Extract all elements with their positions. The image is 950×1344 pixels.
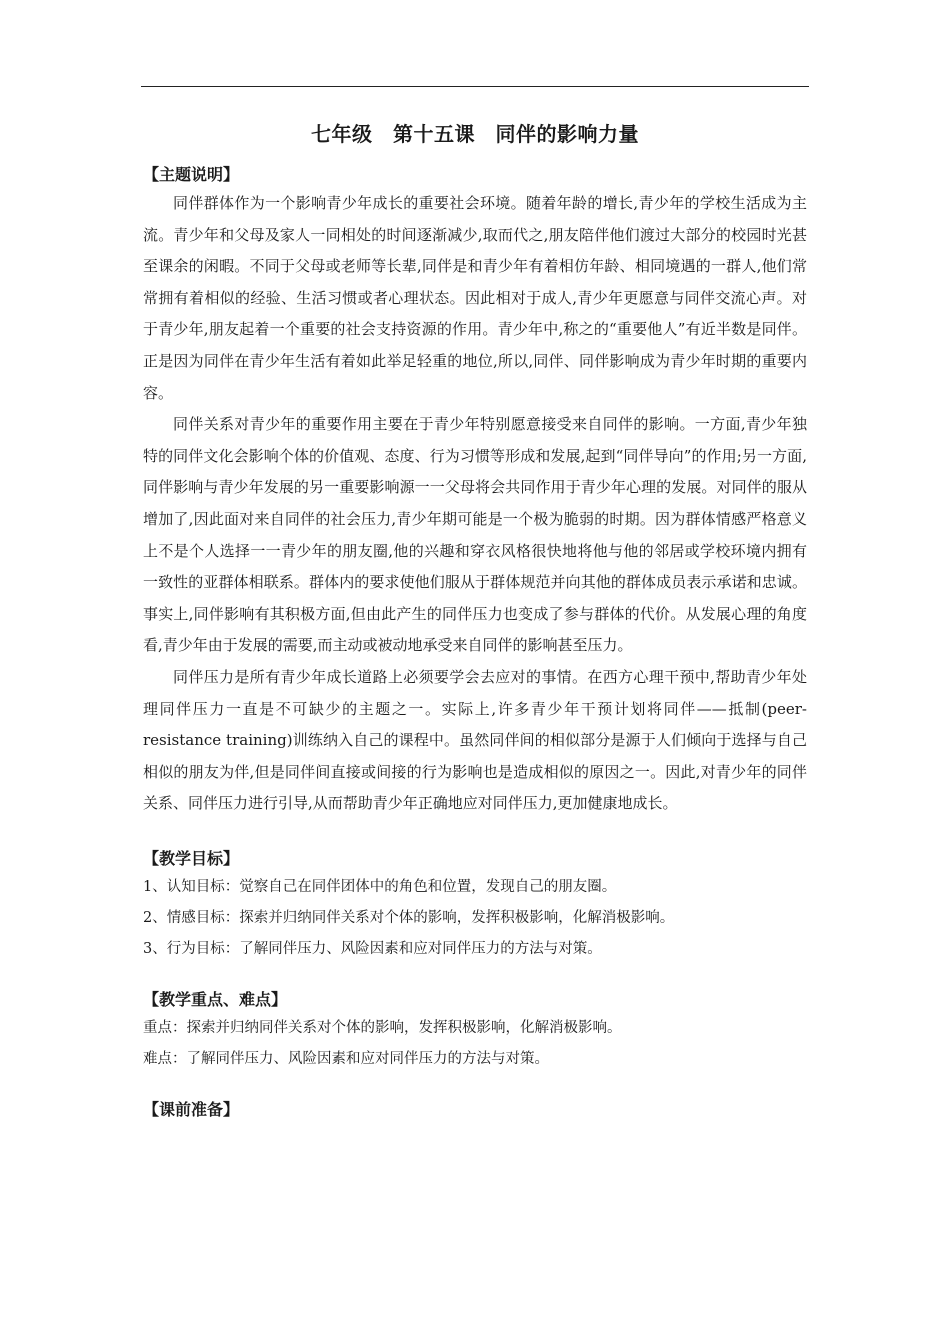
theme-paragraph-2: 同伴关系对青少年的重要作用主要在于青少年特别愿意接受来自同伴的影响。一方面,青少年独特的同伴文化会影响个体的价值观、态度、行为习惯等形成和发展,起到“同伴导向”的作用;另一方面,同伴影响与青少年发展的另一重要影响源一一父母将会共同作用于青少年心理的发展。对同伴的服从增加了,因此面对来自同伴的社会压力,青少年期可能是一个极为脆弱的时期。因为群体情感严格意义上不是个人选择一一青少年的朋友圈,他的兴趣和穿衣风格很快地将他与他的邻居或学校环境内拥有一致性的亚群体相联系。群体内的要求使他们服从于群体规范并向其他的群体成员表示承诺和忠诚。事实上,同伴影响有其积极方面,但由此产生的同伴压力也变成了参与群体的代价。从发展心理的角度看,青少年由于发展的需要,而主动或被动地承受来自同伴的影响甚至压力。 <box>143 415 807 655</box>
section-heading-objectives: 【教学目标】 <box>143 848 240 868</box>
spacer <box>143 965 807 987</box>
theme-paragraph-1: 同伴群体作为一个影响青少年成长的重要社会环境。随着年龄的增长,青少年的学校生活成为主流。青少年和父母及家人一同相处的时间逐渐减少,取而代之,朋友陪伴他们渡过大部分的校园时光甚至课余的闲暇。不同于父母或老师等长辈,同伴是和青少年有着相仿年龄、相同境遇的一群人,他们常常拥有着相似的经验、生活习惯或者心理状态。因此相对于成人,青少年更愿意与同伴交流心声。对于青少年,朋友起着一个重要的社会支持资源的作用。青少年中,称之的“重要他人”有近半数是同伴。正是因为同伴在青少年生活有着如此举足轻重的地位,所以,同伴、同伴影响成为青少年时期的重要内容。 <box>143 194 807 402</box>
objective-item-2: 2、情感目标：探索并归纳同伴关系对个体的影响，发挥积极影响，化解消极影响。 <box>143 909 675 926</box>
section-theme <box>143 162 807 820</box>
objective-item-3: 3、行为目标：了解同伴压力、风险因素和应对同伴压力的方法与对策。 <box>143 940 602 957</box>
document-body <box>143 116 807 1123</box>
spacer <box>143 820 807 846</box>
section-heading-preparation: 【课前准备】 <box>143 1099 240 1119</box>
focus-item-key: 重点：探索并归纳同伴关系对个体的影响，发挥积极影响，化解消极影响。 <box>143 1019 622 1036</box>
theme-paragraph-3: 同伴压力是所有青少年成长道路上必须要学会去应对的事情。在西方心理干预中,帮助青少年处理同伴压力一直是不可缺少的主题之一。实际上,许多青少年干预计划将同伴——抵制(peer-resistance training)训练纳入自己的课程中。虽然同伴间的相似部分是源于人们倾向于选择与自己相似的朋友为伴,但是同伴间直接或间接的行为影响也是造成相似的原因之一。因此,对青少年的同伴关系、同伴压力进行引导,从而帮助青少年正确地应对同伴压力,更加健康地成长。 <box>143 667 807 813</box>
section-heading-theme: 【主题说明】 <box>143 165 240 184</box>
section-preparation <box>143 1097 807 1123</box>
section-heading-focus: 【教学重点、难点】 <box>143 989 288 1009</box>
section-focus <box>143 987 807 1075</box>
spacer <box>143 1075 807 1097</box>
section-objectives <box>143 846 807 965</box>
header-rule <box>141 86 809 87</box>
objective-item-1: 1、认知目标：觉察自己在同伴团体中的角色和位置，发现自己的朋友圈。 <box>143 878 617 895</box>
page-title: 七年级 第十五课 同伴的影响力量 <box>311 122 639 146</box>
focus-item-difficult: 难点：了解同伴压力、风险因素和应对同伴压力的方法与对策。 <box>143 1050 549 1067</box>
